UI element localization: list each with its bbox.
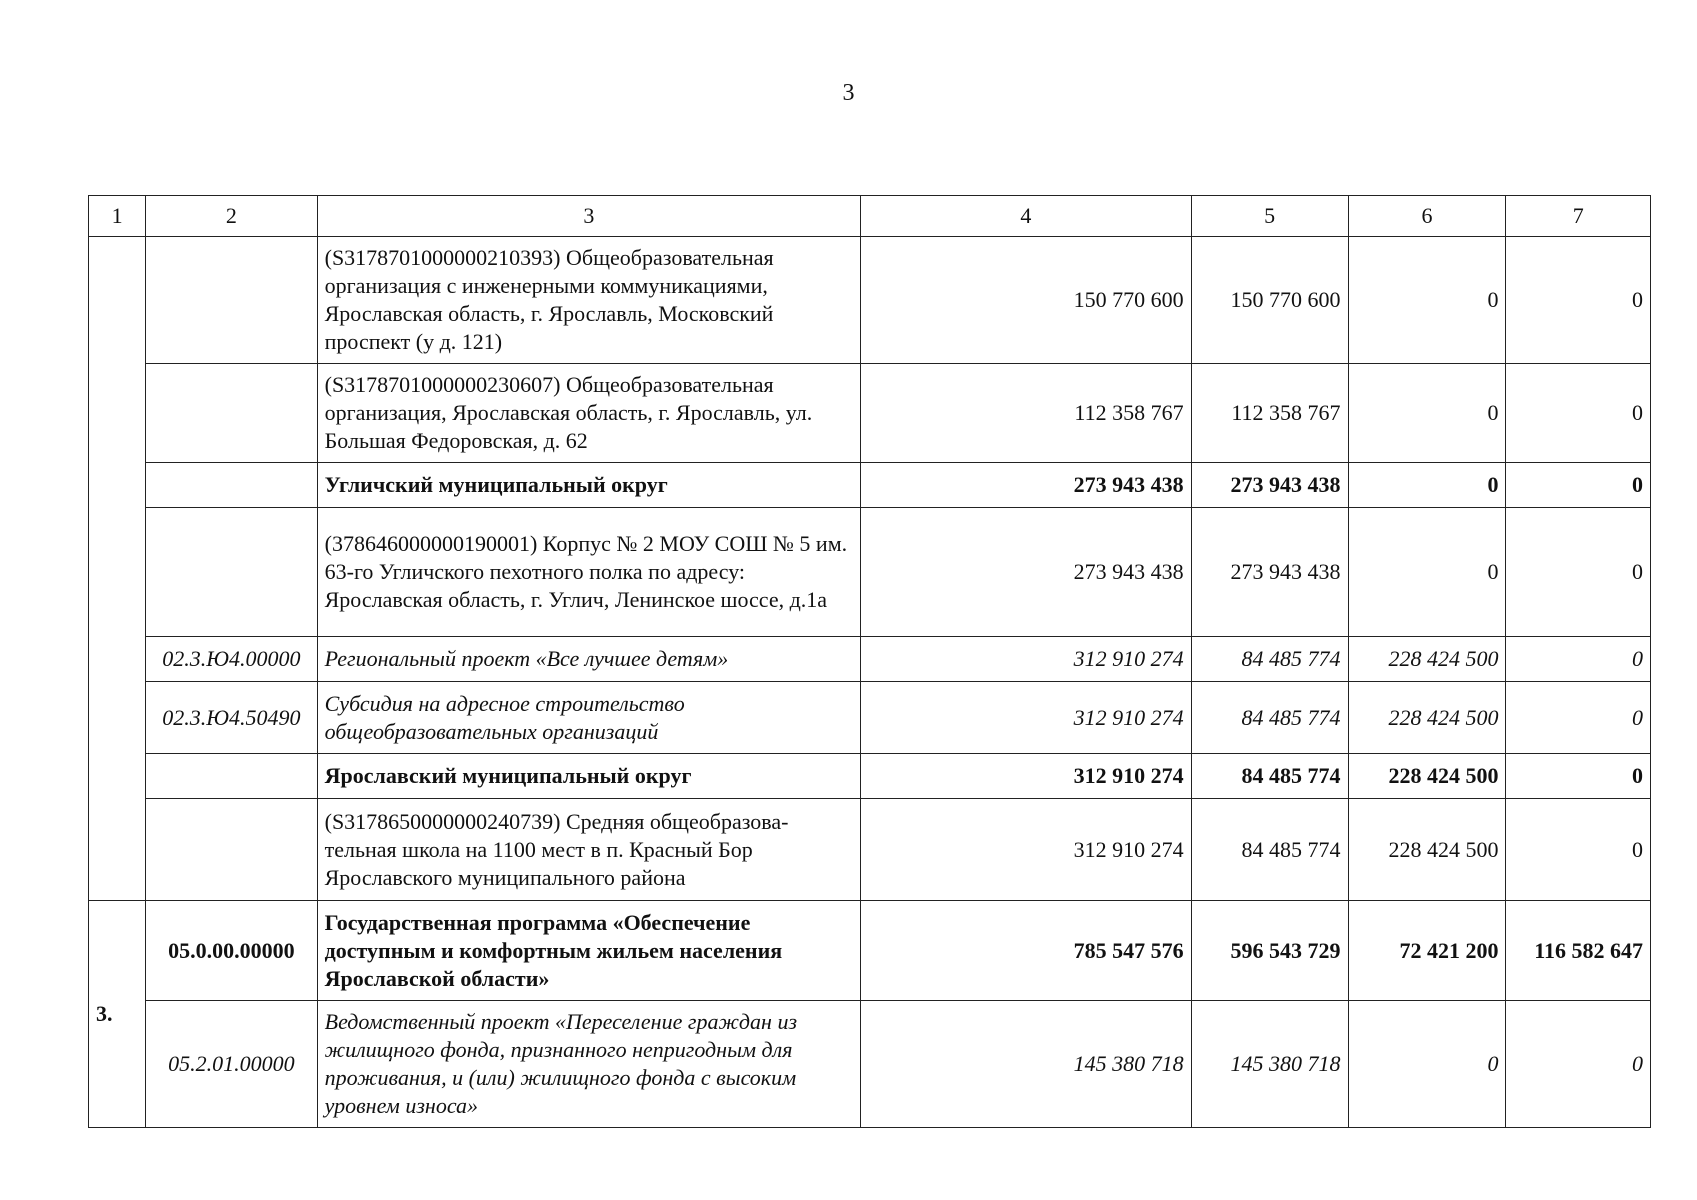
row-col-7: 0 bbox=[1506, 237, 1651, 364]
row-col-4: 312 910 274 bbox=[861, 682, 1191, 754]
header-col-2: 2 bbox=[146, 196, 317, 237]
header-col-3: 3 bbox=[317, 196, 861, 237]
row-col-6: 72 421 200 bbox=[1348, 901, 1506, 1001]
row-col-5: 112 358 767 bbox=[1191, 364, 1348, 463]
table-row bbox=[89, 754, 1651, 799]
row-code: 02.3.Ю4.50490 bbox=[146, 682, 317, 754]
row-name: (S3178701000000210393) Общеобразовательная организация с инженерными коммуникациями, Ярославская область, г. Ярославль, Московский проспект (у д. 121) bbox=[317, 237, 861, 364]
header-col-6: 6 bbox=[1348, 196, 1506, 237]
row-col-5: 84 485 774 bbox=[1191, 754, 1348, 799]
row-code: 05.0.00.00000 bbox=[146, 901, 317, 1001]
row-col-6: 228 424 500 bbox=[1348, 754, 1506, 799]
row-number bbox=[89, 237, 146, 901]
header-col-5: 5 bbox=[1191, 196, 1348, 237]
row-code bbox=[146, 754, 317, 799]
page-number: 3 bbox=[842, 80, 855, 106]
header-col-7: 7 bbox=[1506, 196, 1651, 237]
row-col-7: 0 bbox=[1506, 463, 1651, 508]
header-col-4: 4 bbox=[861, 196, 1191, 237]
row-col-6: 228 424 500 bbox=[1348, 682, 1506, 754]
row-col-5: 150 770 600 bbox=[1191, 237, 1348, 364]
row-name: Региональный проект «Все лучшее детям» bbox=[317, 637, 861, 682]
row-col-6: 0 bbox=[1348, 364, 1506, 463]
table-row bbox=[89, 364, 1651, 463]
row-name: Ярославский муниципальный округ bbox=[317, 754, 861, 799]
row-col-6: 0 bbox=[1348, 237, 1506, 364]
table-row bbox=[89, 463, 1651, 508]
row-col-6: 0 bbox=[1348, 508, 1506, 637]
table-row bbox=[89, 637, 1651, 682]
header-col-1: 1 bbox=[89, 196, 146, 237]
table-row bbox=[89, 901, 1651, 1001]
table-row bbox=[89, 508, 1651, 637]
row-col-7: 0 bbox=[1506, 637, 1651, 682]
row-name: Угличский муниципальный округ bbox=[317, 463, 861, 508]
row-col-6: 0 bbox=[1348, 463, 1506, 508]
row-col-7: 0 bbox=[1506, 754, 1651, 799]
row-number: 3. bbox=[89, 901, 146, 1128]
header-row bbox=[89, 196, 1651, 237]
row-code: 05.2.01.00000 bbox=[146, 1001, 317, 1128]
row-col-7: 0 bbox=[1506, 682, 1651, 754]
table-row bbox=[89, 799, 1651, 901]
row-code: 02.3.Ю4.00000 bbox=[146, 637, 317, 682]
row-name: Ведомственный проект «Переселение граждан из жилищного фонда, признанного непригодным для проживания, и (или) жилищного фонда с высоким уровнем износа» bbox=[317, 1001, 861, 1128]
row-code bbox=[146, 508, 317, 637]
row-col-4: 145 380 718 bbox=[861, 1001, 1191, 1128]
row-col-7: 0 bbox=[1506, 799, 1651, 901]
row-col-4: 312 910 274 bbox=[861, 799, 1191, 901]
row-col-7: 0 bbox=[1506, 1001, 1651, 1128]
row-col-7: 116 582 647 bbox=[1506, 901, 1651, 1001]
row-name: (S3178701000000230607) Общеобразовательная организация, Ярославская область, г. Ярославль, ул. Большая Федоровская, д. 62 bbox=[317, 364, 861, 463]
row-name: (378646000000190001) Корпус № 2 МОУ СОШ № 5 им. 63-го Угличского пехотного полка по адресу: Ярославская область, г. Углич, Ленинское шоссе, д.1а bbox=[317, 508, 861, 637]
row-col-6: 228 424 500 bbox=[1348, 637, 1506, 682]
row-col-4: 312 910 274 bbox=[861, 754, 1191, 799]
row-col-5: 84 485 774 bbox=[1191, 637, 1348, 682]
row-col-5: 145 380 718 bbox=[1191, 1001, 1348, 1128]
row-code bbox=[146, 364, 317, 463]
row-col-5: 84 485 774 bbox=[1191, 799, 1348, 901]
row-code bbox=[146, 799, 317, 901]
row-code bbox=[146, 463, 317, 508]
row-col-5: 596 543 729 bbox=[1191, 901, 1348, 1001]
row-col-4: 273 943 438 bbox=[861, 463, 1191, 508]
row-col-4: 785 547 576 bbox=[861, 901, 1191, 1001]
row-name: Субсидия на адресное строительство общеобразовательных организаций bbox=[317, 682, 861, 754]
table-row bbox=[89, 682, 1651, 754]
row-col-5: 273 943 438 bbox=[1191, 508, 1348, 637]
row-col-6: 0 bbox=[1348, 1001, 1506, 1128]
table-row bbox=[89, 237, 1651, 364]
row-col-4: 112 358 767 bbox=[861, 364, 1191, 463]
row-name: (S3178650000000240739) Средняя общеобразова-тельная школа на 1100 мест в п. Красный Бор Ярославского муниципального района bbox=[317, 799, 861, 901]
row-col-4: 273 943 438 bbox=[861, 508, 1191, 637]
table-row bbox=[89, 1001, 1651, 1128]
row-col-4: 312 910 274 bbox=[861, 637, 1191, 682]
row-col-5: 84 485 774 bbox=[1191, 682, 1348, 754]
row-col-6: 228 424 500 bbox=[1348, 799, 1506, 901]
row-col-4: 150 770 600 bbox=[861, 237, 1191, 364]
row-name: Государственная программа «Обеспечение доступным и комфортным жильем населения Ярославской области» bbox=[317, 901, 861, 1001]
row-col-5: 273 943 438 bbox=[1191, 463, 1348, 508]
row-col-7: 0 bbox=[1506, 508, 1651, 637]
budget-table bbox=[88, 195, 1651, 1128]
row-col-7: 0 bbox=[1506, 364, 1651, 463]
row-code bbox=[146, 237, 317, 364]
